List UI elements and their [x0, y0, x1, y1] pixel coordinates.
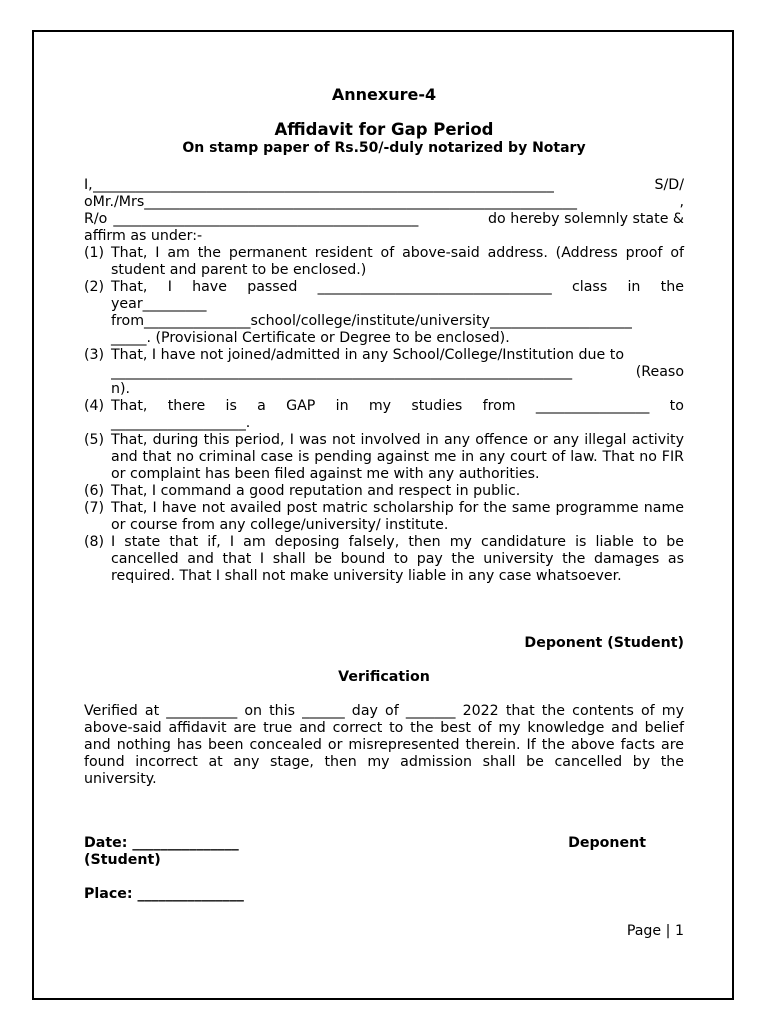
item-number: (2)	[84, 279, 105, 295]
item-text: That, I command a good reputation and respect in public.	[111, 483, 521, 499]
statement-item-1	[84, 245, 684, 279]
statement-item-3	[84, 347, 684, 398]
word: have	[192, 279, 227, 295]
statement-item-2	[84, 279, 684, 347]
item-text: I state that if, I am deposing falsely, then my candidature is liable to be cancelled and that I shall be bound to pay the university the damages as required. That I shall not make university liable in any case whatsoever.	[111, 534, 684, 584]
verification-heading: Verification	[338, 669, 430, 685]
intro-line-1	[84, 177, 684, 194]
student-word: (Student)	[84, 852, 161, 868]
annexure-heading: Annexure-4	[331, 85, 437, 104]
item-number: (8)	[84, 534, 105, 550]
item-2-line-1	[111, 279, 684, 296]
item-number: (1)	[84, 245, 105, 261]
item-number: (5)	[84, 432, 105, 448]
intro-i: I,	[84, 177, 93, 193]
institute-blank: ____________________	[489, 313, 632, 329]
word: passed	[247, 279, 298, 295]
item-number: (4)	[84, 398, 105, 414]
date-deponent-row	[84, 835, 684, 852]
word: the	[660, 279, 684, 295]
verification-text: Verified at __________ on this ______ day of _______ 2022 that the contents of my above-said affidavit are true and correct to the best of my knowledge and belief and nothing has been concealed or misrepresented therein. If the above facts are found incorrect at any stage, then my admission shall be cancelled by the university.	[84, 703, 684, 787]
school-blank: _______________	[144, 313, 251, 329]
parent-name-blank: _____________________________________________________________	[144, 194, 577, 210]
intro-block	[84, 177, 684, 245]
item-number: (7)	[84, 500, 105, 516]
word: I	[167, 279, 172, 295]
word: That,	[111, 279, 148, 295]
intro-line-4: affirm as under:-	[84, 228, 203, 244]
item-number: (3)	[84, 347, 105, 363]
reason-blank: _________________________________________________________________	[111, 364, 573, 380]
word: my	[368, 398, 392, 414]
item-number: (6)	[84, 483, 105, 499]
intro-ro: R/o	[84, 211, 108, 227]
word: is	[225, 398, 237, 414]
name-blank: _________________________________________________________________	[92, 177, 554, 193]
item-text	[111, 279, 684, 347]
word: school/college/institute/university	[250, 313, 490, 329]
item-2-line-3	[111, 313, 684, 330]
item-3-line-2	[111, 364, 684, 381]
statement-item-8	[84, 534, 684, 585]
word: studies	[411, 398, 463, 414]
date-field: Date: _______________	[84, 835, 239, 851]
word: a	[257, 398, 266, 414]
intro-comma: ,	[679, 194, 684, 210]
item-text: That, I am the permanent resident of above-said address. (Address proof of student and parent to be enclosed.)	[111, 245, 684, 278]
year-blank: year_________	[111, 296, 207, 312]
deponent-signature-label: Deponent (Student)	[524, 635, 684, 651]
item-3-line-3: n).	[111, 381, 131, 397]
intro-mr-mrs: oMr./Mrs	[84, 194, 145, 210]
gap-from-blank: ________________	[535, 398, 650, 414]
item-2-line-4: _____. (Provisional Certificate or Degree to be enclosed).	[111, 330, 510, 346]
intro-line-2	[84, 194, 684, 211]
item-3-line-1: That, I have not joined/admitted in any School/College/Institution due to	[111, 347, 625, 363]
statement-item-6	[84, 483, 684, 500]
address-blank: ___________________________________________	[113, 211, 419, 227]
intro-sdo: S/D/	[654, 177, 684, 193]
gap-to-blank: ___________________.	[111, 415, 251, 431]
word: (Reaso	[635, 364, 684, 380]
item-text: That, during this period, I was not involved in any offence or any illegal activity and that no criminal case is pending against me in any court of law. That no FIR or complaint has been filed against me with any authorities.	[111, 432, 684, 482]
affidavit-document	[84, 86, 684, 940]
word: there	[167, 398, 206, 414]
document-title: Affidavit for Gap Period	[274, 120, 494, 139]
word: to	[669, 398, 684, 414]
document-subtitle: On stamp paper of Rs.50/-duly notarized by Notary	[182, 140, 586, 156]
class-blank: _________________________________	[317, 279, 552, 295]
word: GAP	[286, 398, 316, 414]
item-4-line-1	[111, 398, 684, 415]
word: class	[572, 279, 608, 295]
statement-item-5	[84, 432, 684, 483]
item-text: That, I have not availed post matric scholarship for the same programme name or course from any college/university/ institute.	[111, 500, 684, 533]
page-number: Page | 1	[626, 923, 684, 939]
deponent-word: Deponent	[568, 835, 646, 851]
word: That,	[111, 398, 148, 414]
word: in	[627, 279, 641, 295]
word: from	[482, 398, 516, 414]
word: in	[335, 398, 349, 414]
statement-item-7	[84, 500, 684, 534]
place-field: Place: _______________	[84, 886, 244, 902]
item-text	[111, 398, 684, 432]
intro-line-3	[84, 211, 684, 228]
intro-solemnly: do hereby solemnly state &	[488, 211, 684, 227]
statement-item-4	[84, 398, 684, 432]
word: from	[111, 313, 145, 329]
item-text	[111, 347, 684, 398]
